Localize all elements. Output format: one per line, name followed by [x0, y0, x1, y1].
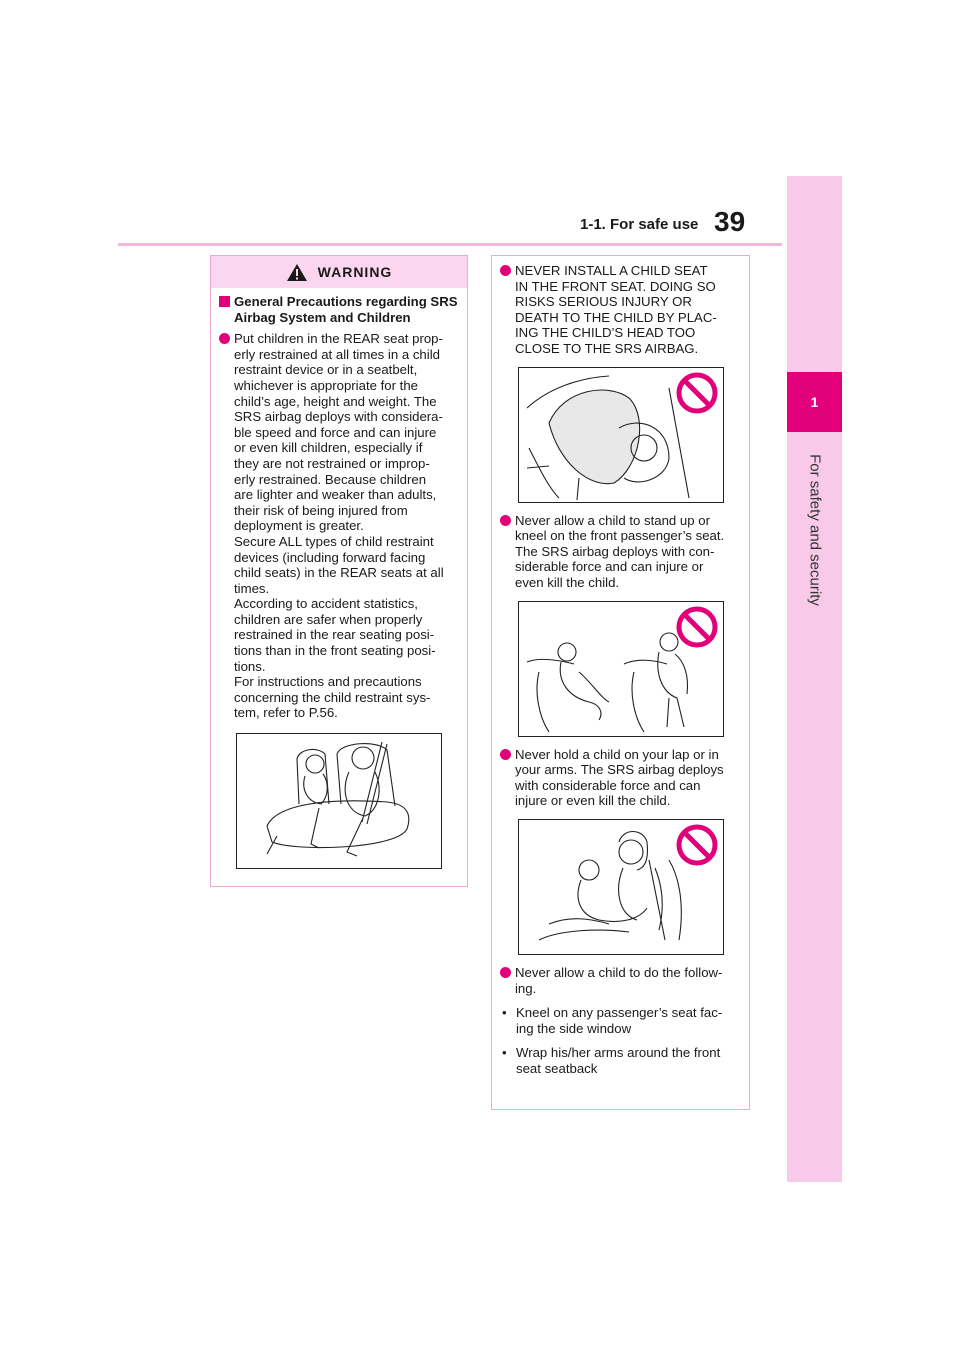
list-item: [500, 513, 742, 591]
round-bullet-icon: [500, 265, 511, 276]
round-bullet-icon: [500, 515, 511, 526]
sub-list-item: [500, 1005, 742, 1036]
list-item-text: Never hold a child on your lap or in your arms. The SRS airbag deploys with considerable force and can injure or even kill the child.: [515, 746, 724, 809]
list-item: [500, 965, 742, 996]
round-bullet-icon: [500, 749, 511, 760]
header-rule: [118, 243, 782, 246]
list-item-text: Never allow a child to do the follow- ing.: [515, 964, 723, 996]
round-bullet-icon: [500, 967, 511, 978]
list-item: [500, 263, 742, 357]
chapter-number: 1: [787, 372, 842, 432]
illustration-children-rear-seat: [236, 733, 442, 869]
warning-triangle-icon: [286, 263, 308, 282]
illustration-child-kneeling: [518, 601, 724, 737]
warning-heading: [219, 294, 459, 325]
illustration-child-on-lap: [518, 819, 724, 955]
prohibition-icon: [675, 371, 719, 415]
dash-bullet-icon: •: [502, 1045, 507, 1061]
section-title: 1-1. For safe use: [580, 216, 699, 233]
illustration-child-seat-front: [518, 367, 724, 503]
warning-heading-text: General Precautions regarding SRS Airbag System and Children: [234, 294, 458, 325]
warning-box: [210, 255, 468, 887]
page-number: 39: [714, 206, 746, 237]
warning-header: [211, 256, 467, 288]
children-rear-seat-drawing: [237, 734, 441, 868]
list-item: [500, 747, 742, 809]
sub-list-item-text: Kneel on any passenger’s seat fac- ing the side window: [516, 1005, 723, 1036]
sub-list-item-text: Wrap his/her arms around the front seat seatback: [516, 1045, 721, 1076]
warning-paragraph: [219, 331, 459, 721]
round-bullet-icon: [219, 333, 230, 344]
list-item-text: Never allow a child to stand up or kneel on the front passenger’s seat. The SRS airbag deploys with con- siderable force and can injure or even kill the child.: [515, 512, 725, 590]
chapter-side-tab: [787, 176, 842, 1182]
prohibitions-box: [491, 255, 750, 1110]
warning-body-text: Put children in the REAR seat prop- erly restrained at all times in a child restraint device or in a seatbelt, whichever is appropriate for the child’s age, height and weight. The SRS airbag deploys with considera- ble speed and force and can injure or even kill children, especially if they are not restrained or improp- erly restrained. Because children are lighter and weaker than adults, their risk of being injured from deployment is greater. Secure ALL types of child restraint devices (including forward facing child seats) in the REAR seats at all times. According to accident statistics, children are safer when properly restrained in the rear seating posi- tions than in the front seating posi- tions. For instructions and precautions concerning the child restraint sys- tem, refer to P.56.: [234, 331, 444, 721]
dash-bullet-icon: •: [502, 1005, 507, 1021]
sub-list-item: [500, 1045, 742, 1076]
list-item-text: NEVER INSTALL A CHILD SEAT IN THE FRONT SEAT. DOING SO RISKS SERIOUS INJURY OR DEATH TO THE CHILD BY PLAC- ING THE CHILD’S HEAD TOO CLOSE TO THE SRS AIRBAG.: [515, 263, 717, 356]
square-bullet-icon: [219, 296, 230, 307]
prohibition-icon: [675, 823, 719, 867]
warning-label: WARNING: [317, 264, 393, 280]
prohibition-icon: [675, 605, 719, 649]
chapter-title: For safety and security: [806, 454, 824, 606]
